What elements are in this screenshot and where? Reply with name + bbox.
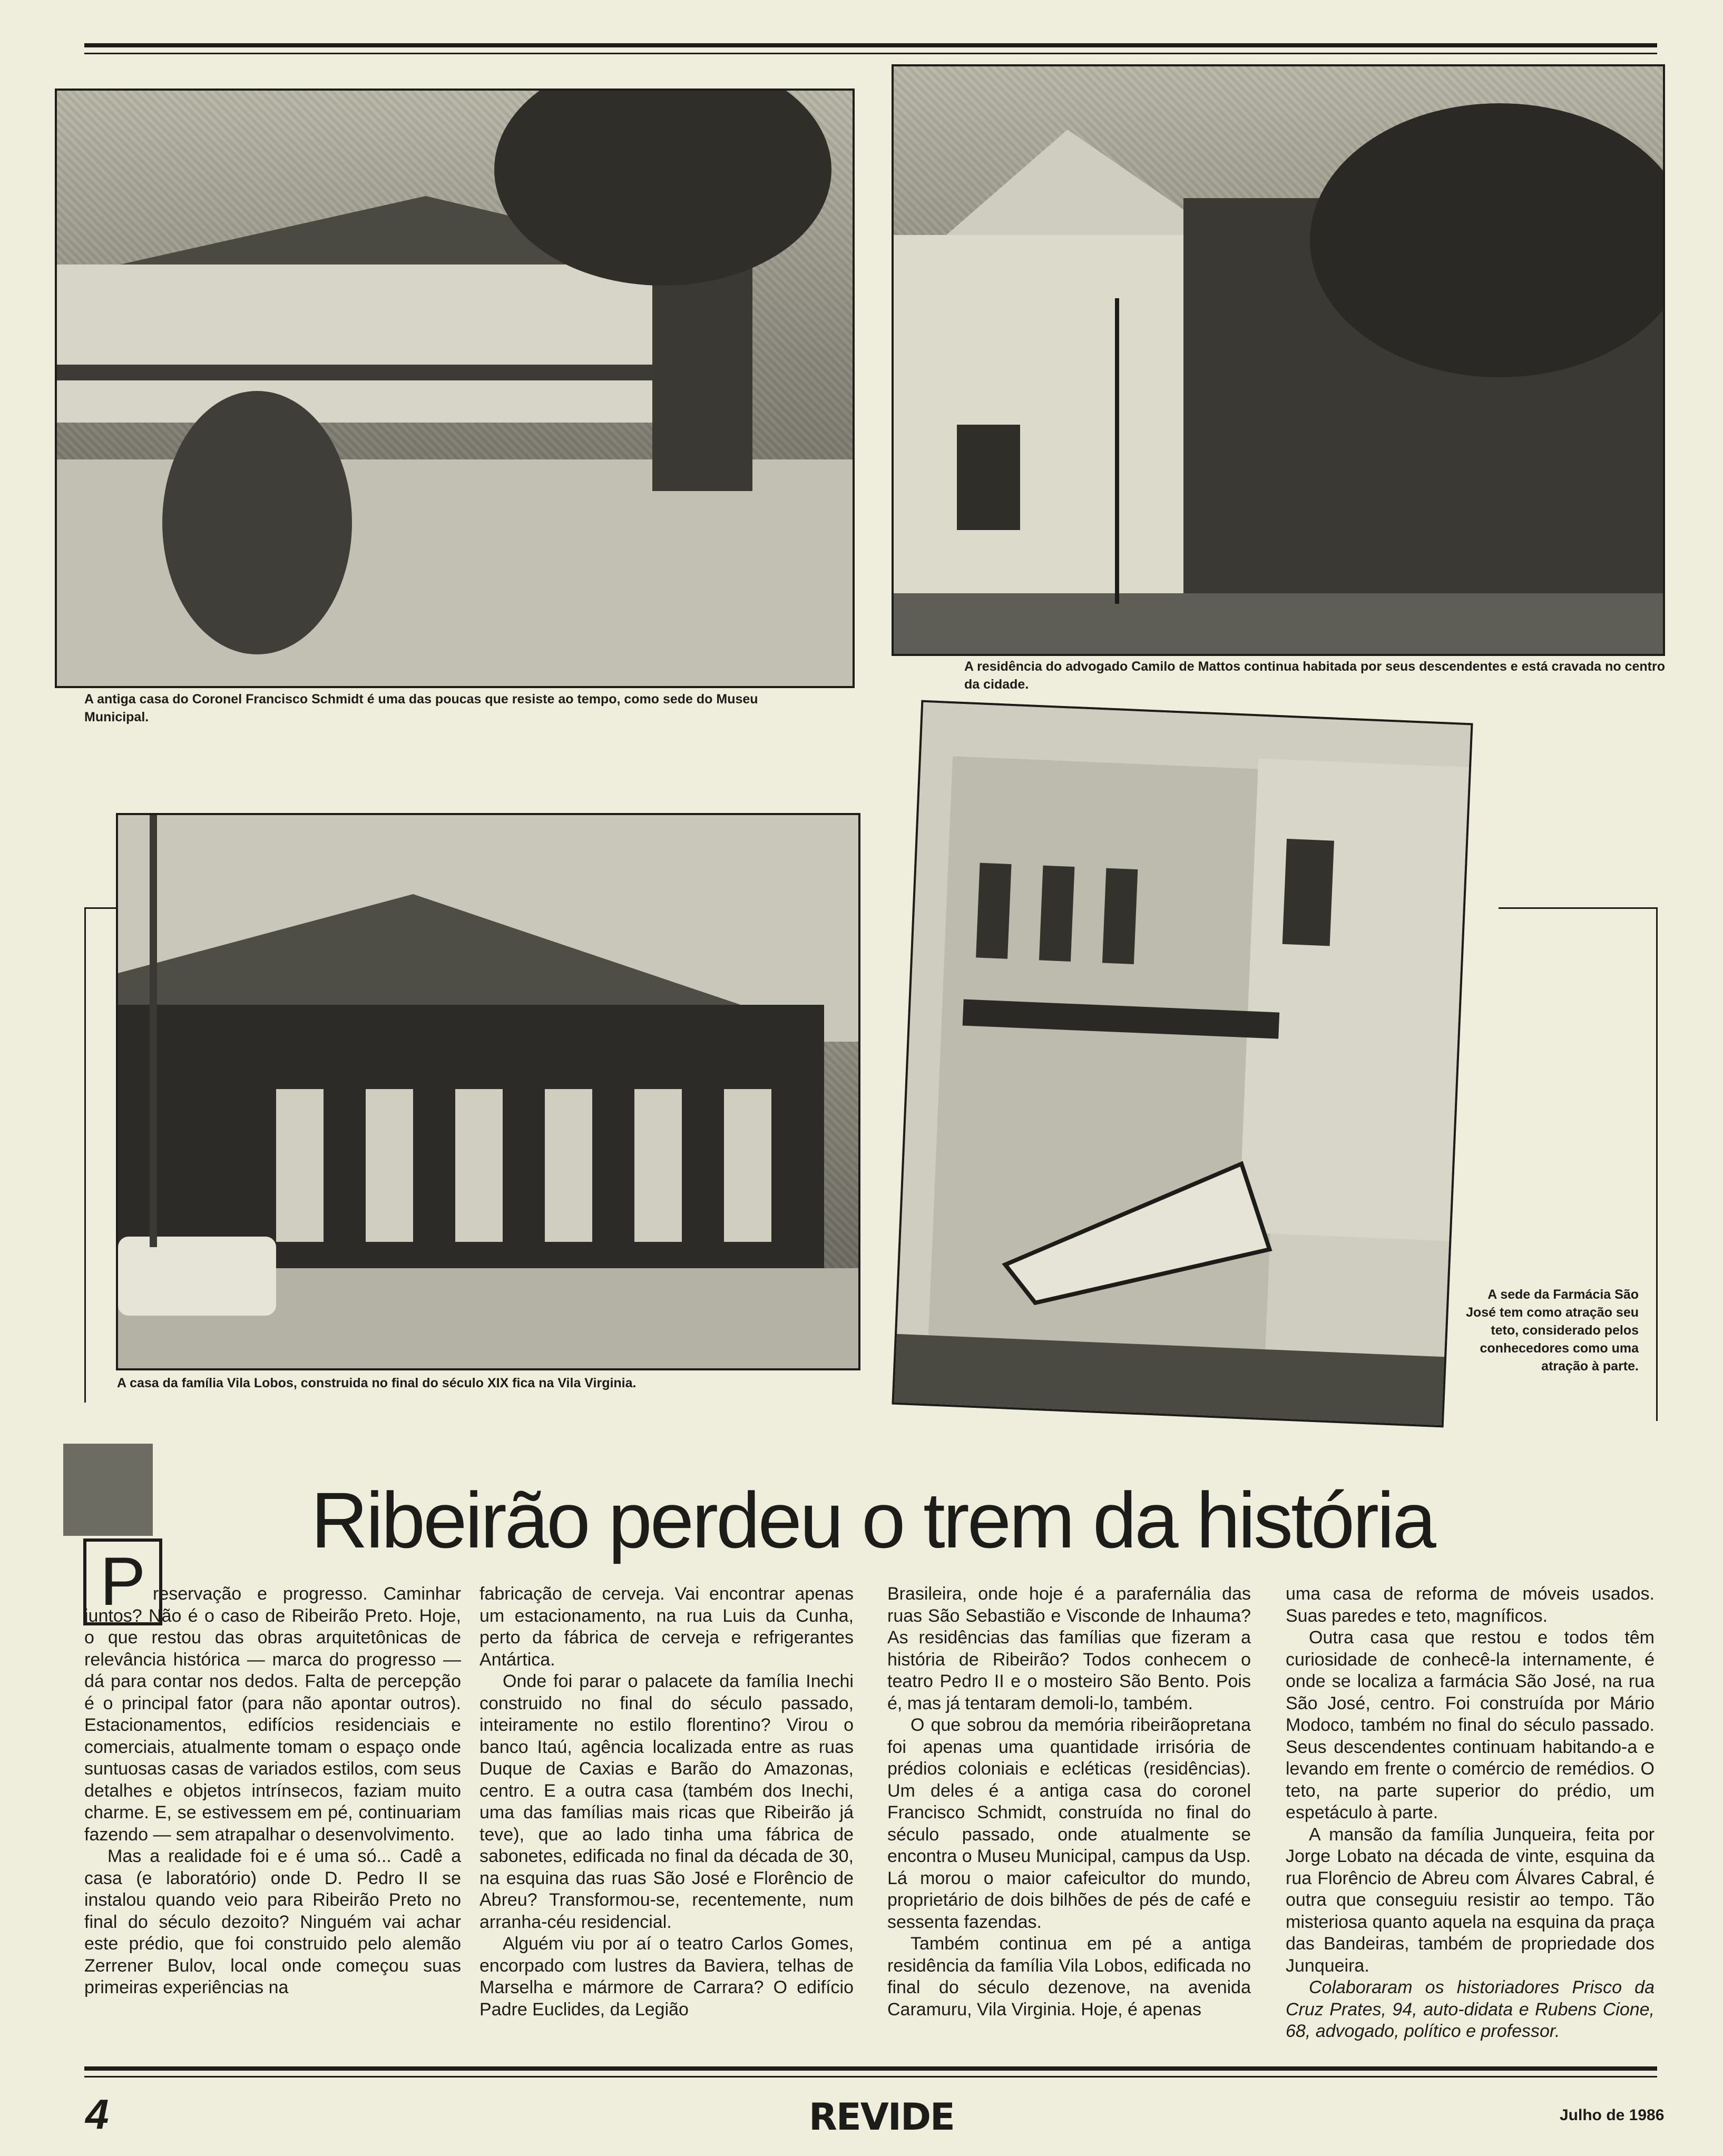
article-credit: Colaboraram os historiadores Prisco da Cruz Prates, 94, auto-didata e Rubens Cione, 68, advogado, político e professor.: [1286, 1977, 1655, 2041]
article-title: Ribeirão perdeu o trem da história: [311, 1476, 1434, 1564]
article-paragraph: O que sobrou da memória ribeirãopretana foi apenas uma quantidade irrisória de prédios coloniais e ecléticas (residências). Um deles é a antiga casa do coronel Francisco Schmidt, construída no final do século passado, onde atualmente se encontra o Museu Municipal, campus da Usp. Lá morou o maior cafeicultor do mundo, proprietário de dois bilhões de pés de café e sessenta fazendas.: [887, 1715, 1251, 1932]
photo-farmacia: [892, 700, 1473, 1428]
magazine-logo: REVIDE: [809, 2095, 954, 2139]
frame-line-top-right: [1499, 907, 1657, 909]
frame-line-right: [1656, 907, 1658, 1421]
article-paragraph: Também continua em pé a antiga residência da família Vila Lobos, edificada no final do século dezenove, na avenida Caramuru, Vila Virginia. Hoje, é apenas: [887, 1934, 1251, 2020]
dropcap-shadow: [63, 1444, 153, 1536]
photo-farmacia-caption: A sede da Farmácia São José tem como atração seu teto, considerado pelos conhecedores como uma atração à parte.: [1466, 1287, 1639, 1374]
article-paragraph: fabricação de cerveja. Vai encontrar apenas um estacionamento, na rua Luis da Cunha, perto da fábrica de cerveja e refrigerantes Antártica.: [479, 1584, 854, 1670]
issue-date: Julho de 1986: [1560, 2106, 1665, 2124]
photo-vila-lobos-caption: A casa da família Vila Lobos, construida no final do século XIX fica na Vila Virginia.: [117, 1376, 637, 1390]
top-rule-thin: [84, 53, 1657, 54]
article-paragraph: Mas a realidade foi e é uma só... Cadê a casa (e laboratório) onde D. Pedro II se instalou quando veio para Ribeirão Preto no final do século dezoito? Ninguém vai achar este prédio, que foi construido pelo alemão Zerrener Bulov, local onde começou suas primeiras experiências na: [84, 1846, 461, 1997]
article-column-1: [84, 1583, 461, 1999]
photo-schmidt-caption: A antiga casa do Coronel Francisco Schmidt é uma das poucas que resiste ao tempo, como sede do Museu Municipal.: [84, 692, 758, 724]
article-paragraph: A mansão da família Junqueira, feita por Jorge Lobato na década de vinte, esquina da rua Florêncio de Abreu com Álvares Cabral, é outra que conseguiu resistir ao tempo. Tão misteriosa quanto aquela na esquina da praça das Bandeiras, também de propriedade dos Junqueira.: [1286, 1824, 1655, 1976]
bottom-rule: [84, 2066, 1657, 2071]
photo-vila-lobos-house: [116, 813, 860, 1370]
article-column-3: [887, 1583, 1251, 2021]
photo-mattos-residence: [892, 64, 1665, 656]
article-paragraph: Outra casa que restou e todos têm curiosidade de conhecê-la internamente, é onde se localiza a farmácia São José, na rua São José, centro. Foi construída por Mário Modoco, também no final do século passado. Seus descendentes continuam habitando-a e levando em frente o comércio de remédios. O teto, na parte superior do prédio, um espetáculo à parte.: [1286, 1628, 1655, 1822]
frame-line-left: [84, 907, 86, 1403]
photo-schmidt-house: [55, 89, 855, 688]
bottom-rule-thin: [84, 2076, 1657, 2077]
article-paragraph: uma casa de reforma de móveis usados. Suas paredes e teto, magníficos.: [1286, 1584, 1655, 1626]
frame-line-top-left: [84, 907, 116, 909]
article-paragraph: Brasileira, onde hoje é a parafernália das ruas São Sebastião e Visconde de Inhauma? As residências das famílias que fizeram a história de Ribeirão? Todos conhecem o teatro Pedro II e o mosteiro São Bento. Pois é, mas já tentaram demoli-lo, também.: [887, 1584, 1251, 1713]
dropcap-letter: P: [83, 1538, 162, 1625]
article-column-4: [1286, 1583, 1655, 2043]
page-number: 4: [85, 2091, 109, 2138]
photo-mattos-caption: A residência do advogado Camilo de Mattos continua habitada por seus descendentes e está cravada no centro da cidade.: [964, 659, 1665, 692]
article-paragraph: Onde foi parar o palacete da família Inechi construido no final do século passado, inteiramente no estilo florentino? Virou o banco Itaú, agência localizada entre as ruas Duque de Caxias e Barão do Amazonas, centro. E a outra casa (também dos Inechi, uma das famílias mais ricas que Ribeirão já teve), que ao lado tinha uma fábrica de sabonetes, edificada no final da década de 30, na esquina das ruas São José e Florêncio de Abreu? Transformou-se, recentemente, num arranha-céu residencial.: [479, 1671, 854, 1932]
article-column-2: [479, 1583, 854, 2021]
article-paragraph: reservação e progresso. Caminhar juntos? Não é o caso de Ribeirão Preto. Hoje, o que restou das obras arquitetônicas de relevância histórica — marca do progresso — dá para contar nos dedos. Falta de percepção é o principal fator (para não apontar outros). Estacionamentos, edifícios residenciais e comerciais, atualmente tomam o espaço onde suntuosas casas de variados estilos, com seus detalhes e objetos intrínsecos, faziam muito charme. E, se estivessem em pé, continuariam fazendo — sem atrapalhar o desenvolvimento.: [84, 1584, 461, 1845]
top-rule: [84, 43, 1657, 47]
article-paragraph: Alguém viu por aí o teatro Carlos Gomes, encorpado com lustres da Baviera, telhas de Marselha e mármore de Carrara? O edifício Padre Euclides, da Legião: [479, 1934, 854, 2020]
